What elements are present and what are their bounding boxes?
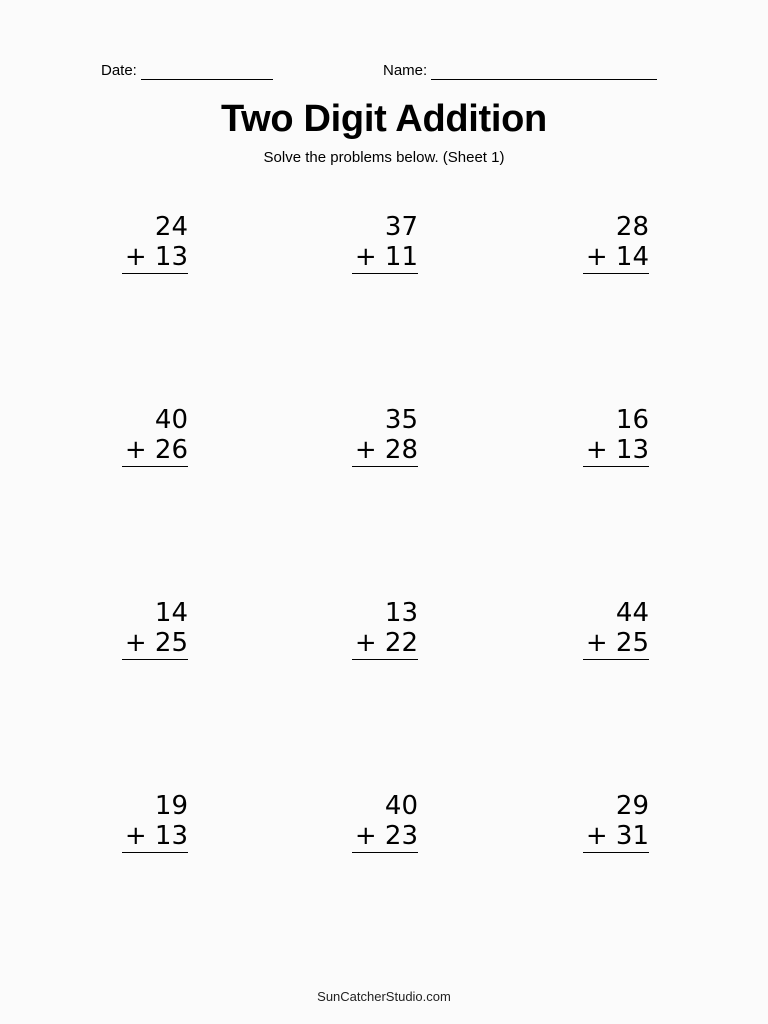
problem-11 — [352, 791, 418, 853]
problem-12 — [583, 791, 649, 853]
problem-top-number: 13 — [384, 598, 418, 628]
problem-bottom-number: + 31 — [583, 821, 649, 853]
problem-top-number: 16 — [615, 405, 649, 435]
problem-bottom-number: + 28 — [352, 435, 418, 467]
page-title: Two Digit Addition — [221, 98, 547, 140]
page-subtitle: Solve the problems below. (Sheet 1) — [263, 149, 505, 166]
problem-6 — [583, 405, 649, 467]
date-label: Date: — [101, 62, 137, 79]
problem-top-number: 40 — [154, 405, 188, 435]
problem-3 — [583, 212, 649, 274]
problem-2 — [352, 212, 418, 274]
problem-top-number: 29 — [615, 791, 649, 821]
problem-bottom-number: + 25 — [583, 628, 649, 660]
problem-bottom-number: + 23 — [352, 821, 418, 853]
problem-10 — [122, 791, 188, 853]
problem-top-number: 37 — [384, 212, 418, 242]
problem-5 — [352, 405, 418, 467]
problem-top-number: 28 — [615, 212, 649, 242]
problem-bottom-number: + 26 — [122, 435, 188, 467]
problem-bottom-number: + 13 — [122, 242, 188, 274]
problem-bottom-number: + 14 — [583, 242, 649, 274]
problem-bottom-number: + 13 — [122, 821, 188, 853]
problem-1 — [122, 212, 188, 274]
problem-7 — [122, 598, 188, 660]
problem-bottom-number: + 13 — [583, 435, 649, 467]
problem-9 — [583, 598, 649, 660]
problem-8 — [352, 598, 418, 660]
problem-bottom-number: + 11 — [352, 242, 418, 274]
problem-top-number: 35 — [384, 405, 418, 435]
problem-top-number: 24 — [154, 212, 188, 242]
name-label: Name: — [383, 62, 428, 79]
problem-bottom-number: + 25 — [122, 628, 188, 660]
problem-top-number: 14 — [154, 598, 188, 628]
problem-top-number: 19 — [154, 791, 188, 821]
problem-bottom-number: + 22 — [352, 628, 418, 660]
problem-top-number: 44 — [615, 598, 649, 628]
problem-4 — [122, 405, 188, 467]
problem-top-number: 40 — [384, 791, 418, 821]
footer-credit: SunCatcherStudio.com — [317, 989, 451, 1004]
